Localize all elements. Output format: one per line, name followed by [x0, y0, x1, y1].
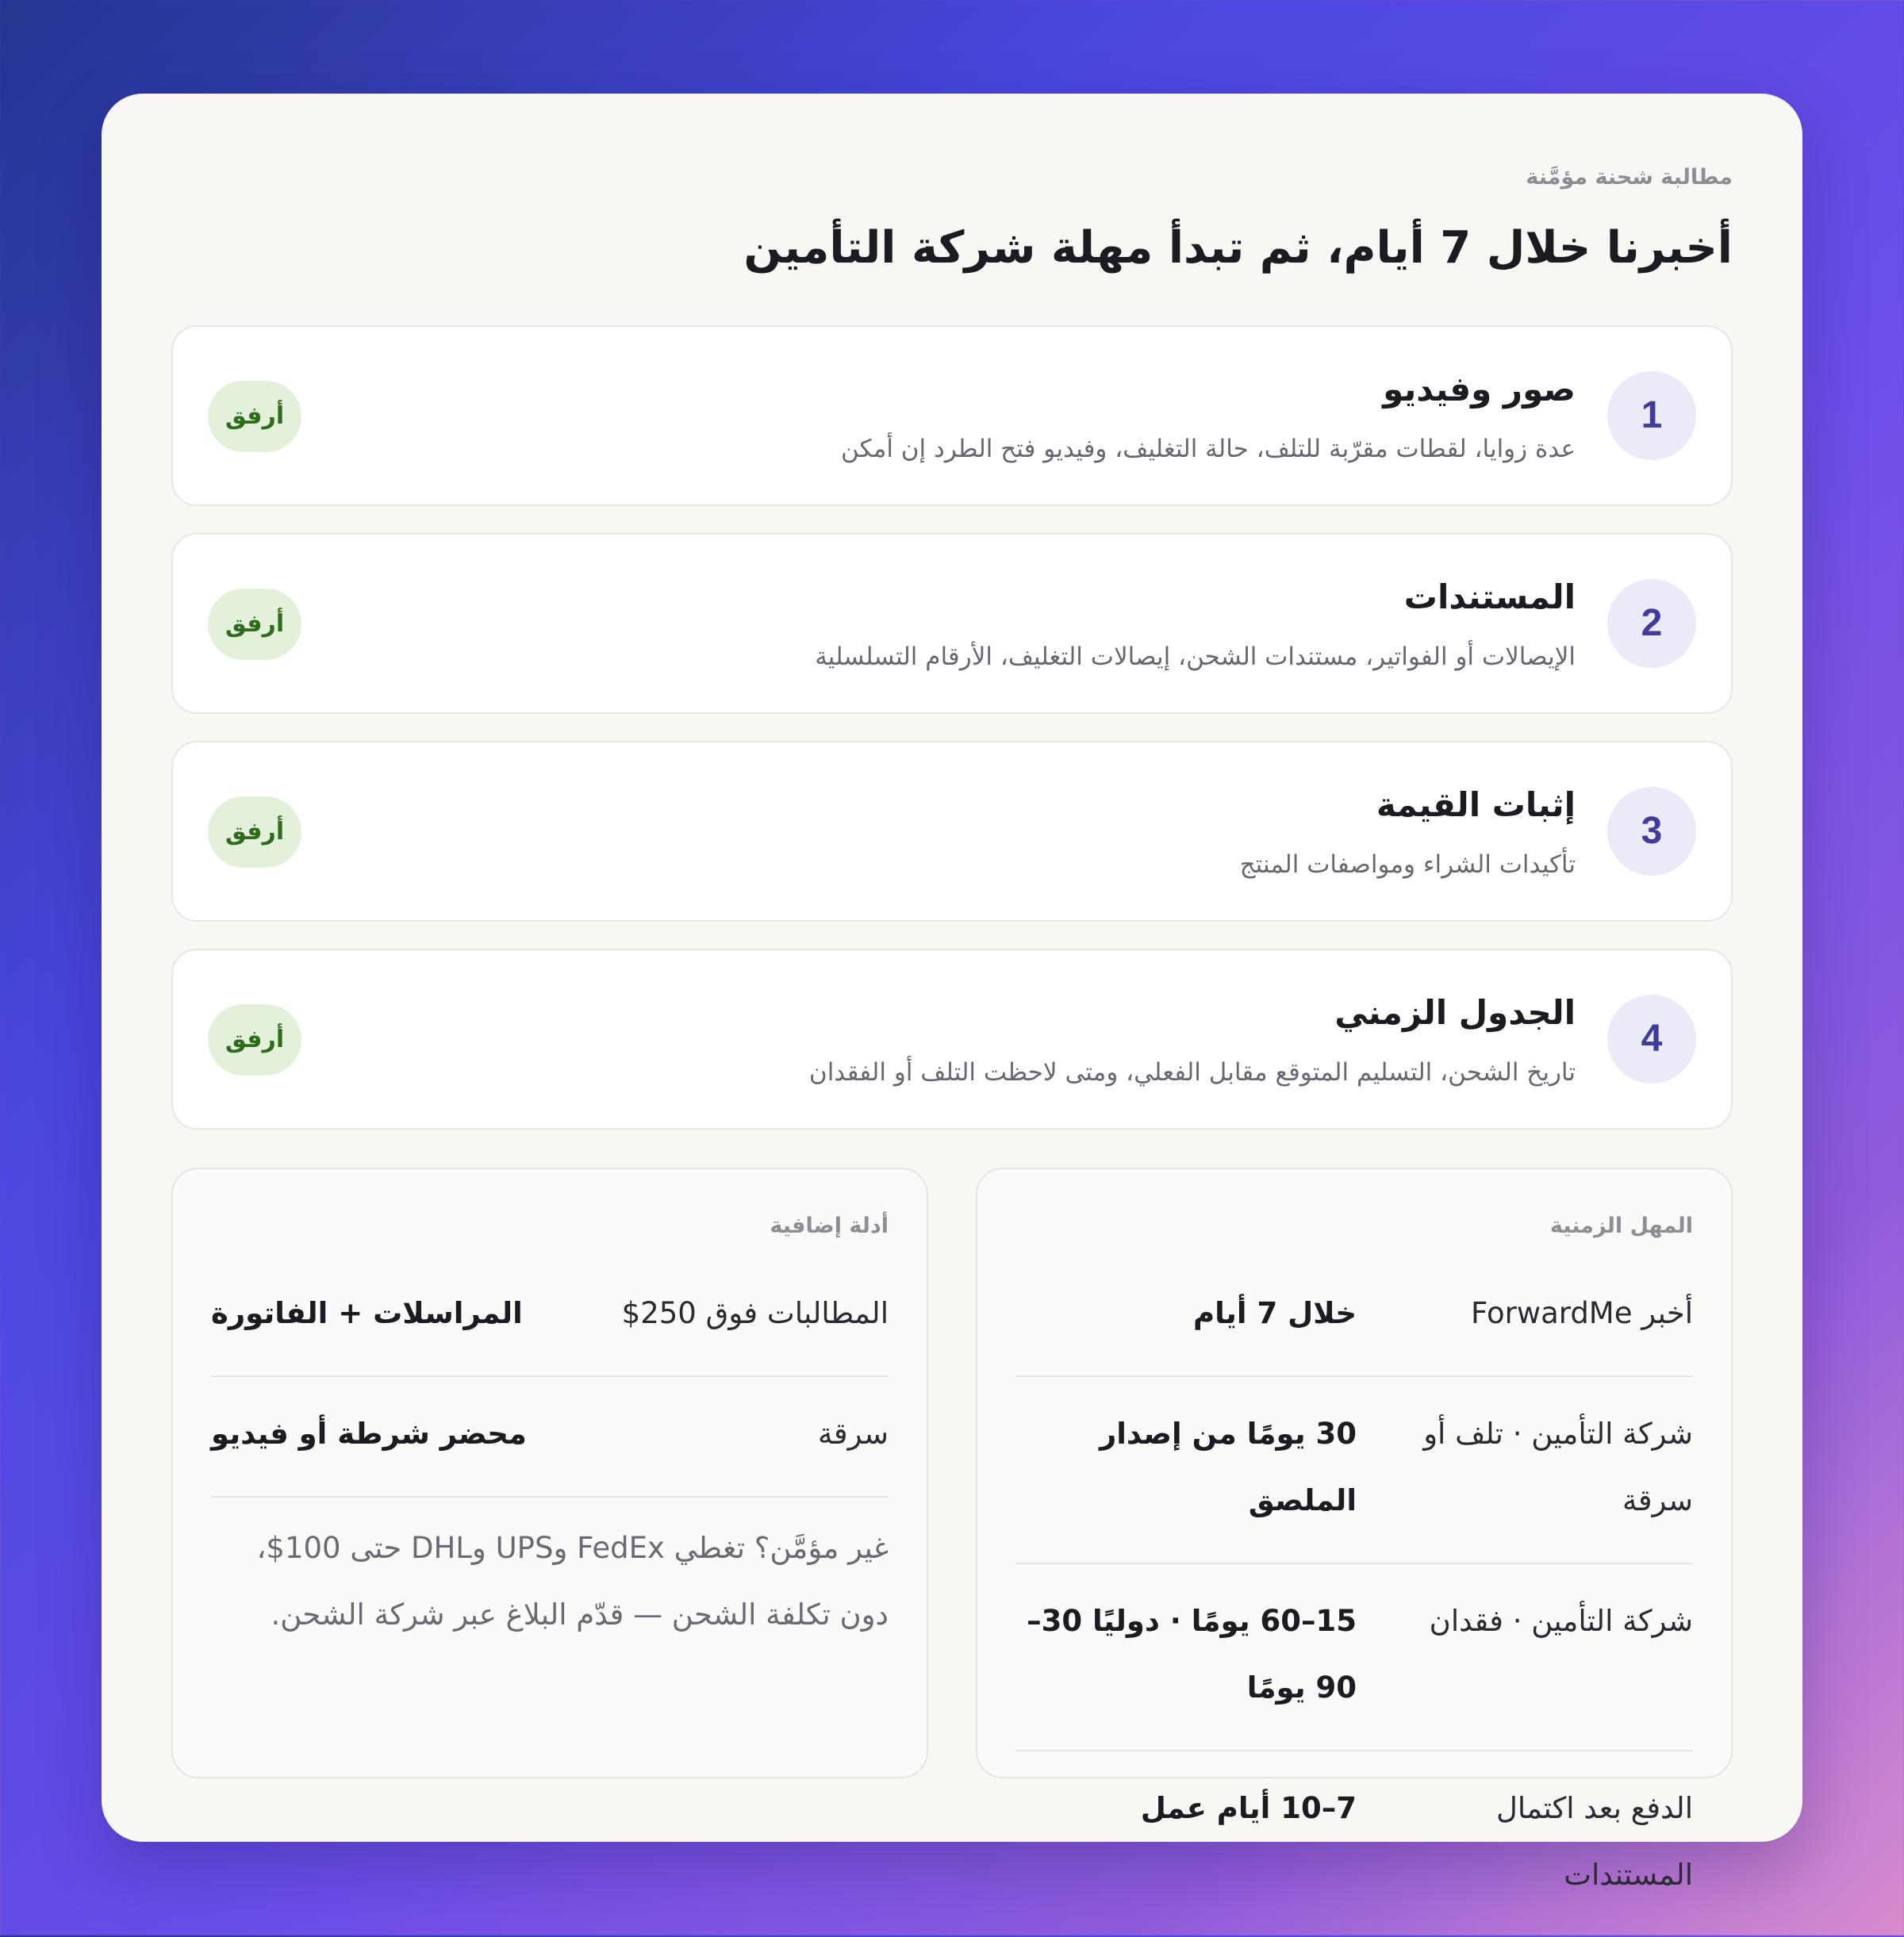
evidence-panel — [171, 1168, 928, 1778]
deadline-value: خلال 7 أيام — [1193, 1296, 1357, 1330]
step-number-badge: 3 — [1607, 787, 1696, 876]
requirements-list — [171, 325, 1733, 1156]
requirement-title: إثبات القيمة — [1376, 785, 1576, 824]
step-number-badge: 1 — [1607, 371, 1696, 460]
attach-button[interactable]: أرفق — [208, 589, 301, 660]
step-number-badge: 4 — [1607, 995, 1696, 1084]
evidence-label: سرقة — [818, 1417, 889, 1451]
requirement-item-photos — [171, 325, 1733, 506]
deadline-value: 7–10 أيام عمل — [1140, 1791, 1357, 1825]
requirement-description: عدة زوايا، لقطات مقرّبة للتلف، حالة التغليف، وفيديو فتح الطرد إن أمكن — [841, 435, 1576, 463]
step-number-badge: 2 — [1607, 579, 1696, 668]
page-title: أخبرنا خلال 7 أيام، ثم تبدأ مهلة شركة التأمين — [743, 222, 1733, 274]
panel-title: أدلة إضافية — [770, 1214, 889, 1238]
attach-button[interactable]: أرفق — [208, 381, 301, 452]
deadline-value: 30 يومًا من إصدار الملصق — [1099, 1417, 1357, 1517]
eyebrow-label: مطالبة شحنة مؤمَّنة — [1526, 165, 1733, 190]
deadline-label: الدفع بعد اكتمال المستندات — [1495, 1791, 1693, 1892]
requirement-title: صور وفيديو — [1383, 370, 1576, 408]
deadline-row — [1015, 1288, 1693, 1377]
panel-title: المهل الزمنية — [1549, 1214, 1693, 1238]
requirement-description: تأكيدات الشراء ومواصفات المنتج — [1239, 850, 1576, 879]
deadline-row — [1015, 1783, 1693, 1937]
evidence-row — [211, 1288, 889, 1377]
deadlines-list — [1015, 1288, 1693, 1937]
requirement-title: الجدول الزمني — [1334, 993, 1576, 1032]
attach-button[interactable]: أرفق — [208, 1004, 301, 1076]
requirement-description: تاريخ الشحن، التسليم المتوقع مقابل الفعلي، ومتى لاحظت التلف أو الفقدان — [808, 1058, 1576, 1087]
claim-card — [102, 94, 1802, 1892]
requirement-title: المستندات — [1403, 577, 1576, 616]
uninsured-note: غير مؤمَّن؟ تغطي FedEx وUPS وDHL حتى 100$، دون تكلفة الشحن — قدّم البلاغ عبر شركة الشحن. — [256, 1531, 889, 1632]
evidence-list — [211, 1288, 889, 1648]
attach-button[interactable]: أرفق — [208, 796, 301, 868]
deadlines-panel — [976, 1168, 1733, 1892]
evidence-label: المطالبات فوق 250$ — [621, 1296, 889, 1330]
deadline-row — [1015, 1409, 1693, 1564]
requirement-item-timeline — [171, 949, 1733, 1130]
requirement-item-documents — [171, 533, 1733, 714]
deadline-label: شركة التأمين · تلف أو سرقة — [1423, 1417, 1693, 1517]
deadline-row — [1015, 1596, 1693, 1751]
evidence-row — [211, 1409, 889, 1498]
deadline-label: شركة التأمين · فقدان — [1429, 1604, 1693, 1638]
requirement-item-value-proof — [171, 741, 1733, 922]
evidence-value: المراسلات + الفاتورة — [211, 1296, 523, 1330]
evidence-value: محضر شرطة أو فيديو — [211, 1417, 527, 1451]
deadline-label: أخبر ForwardMe — [1471, 1296, 1693, 1330]
deadline-value: 15–60 يومًا · دوليًا 30–90 يومًا — [1027, 1604, 1357, 1705]
requirement-description: الإيصالات أو الفواتير، مستندات الشحن، إيصالات التغليف، الأرقام التسلسلية — [815, 642, 1576, 671]
